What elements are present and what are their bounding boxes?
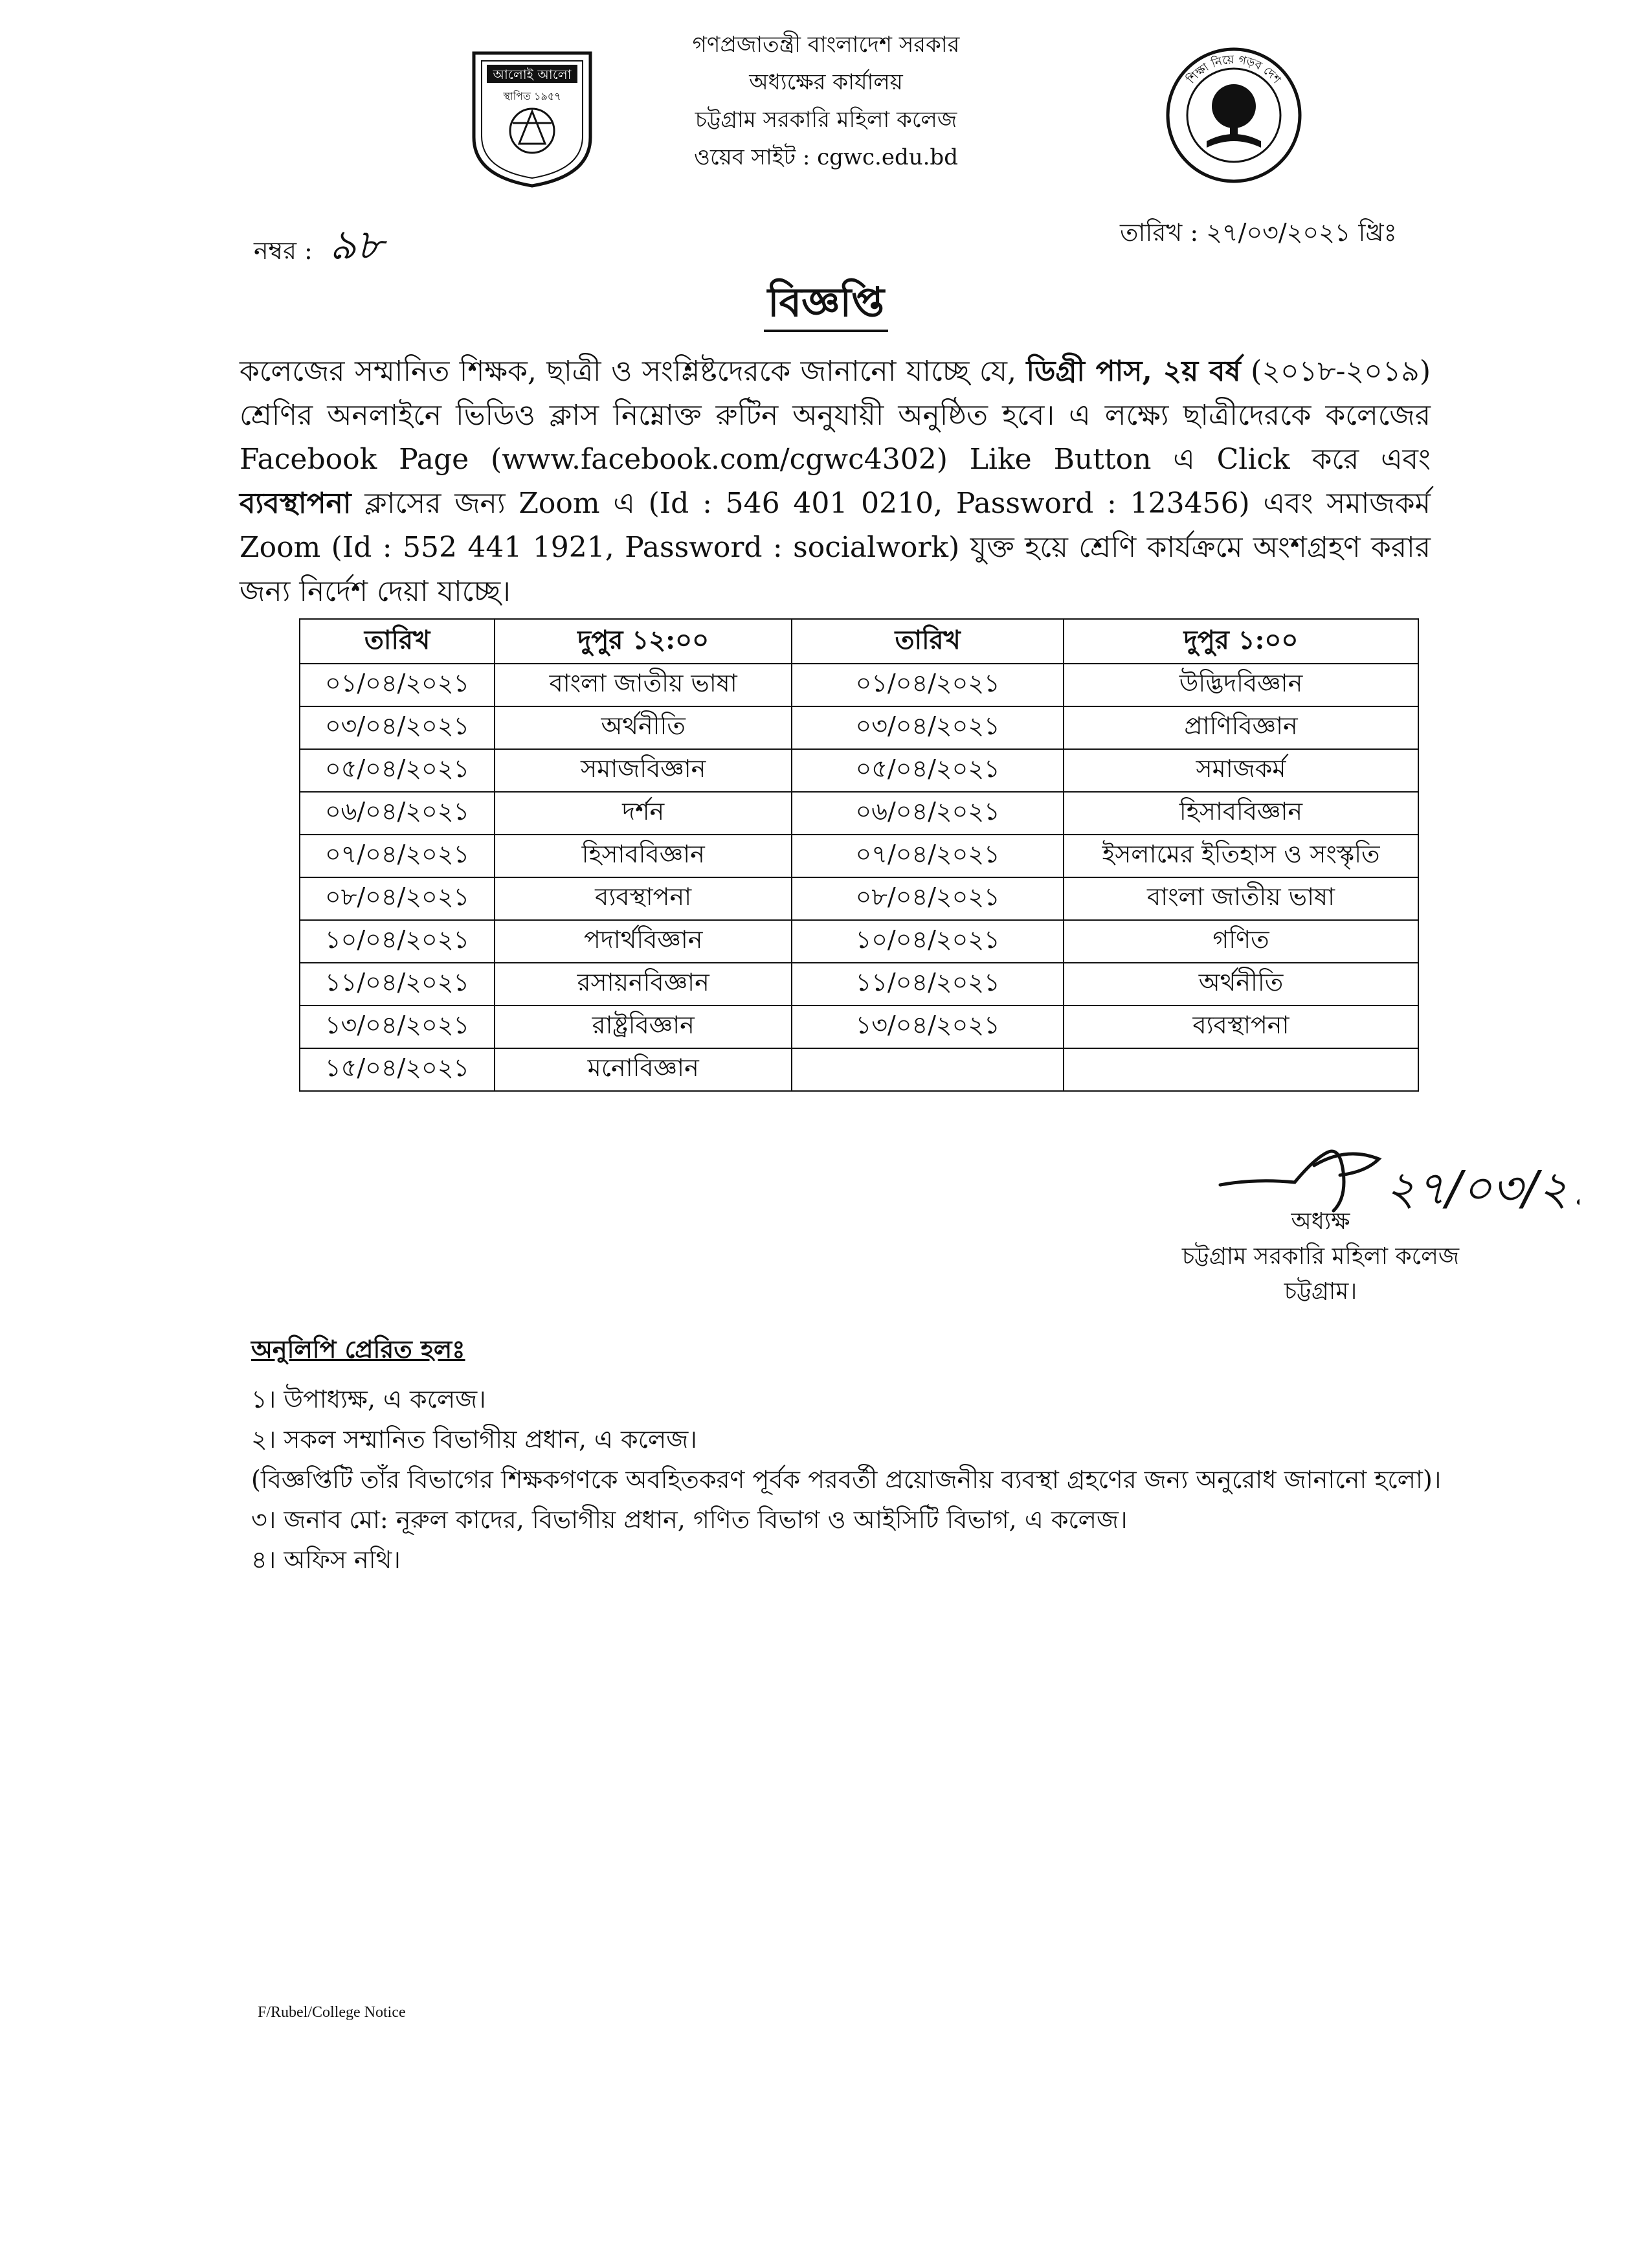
cell-date: ০৫/০৪/২০২১ <box>300 749 495 792</box>
header-date-2: তারিখ <box>792 619 1064 664</box>
notice-title: বিজ্ঞপ্তি <box>764 278 888 332</box>
signatory-org: চট্টগ্রাম সরকারি মহিলা কলেজ <box>1181 1243 1460 1270</box>
cell-date: ০৭/০৪/২০২১ <box>300 835 495 877</box>
table-row <box>300 706 1418 749</box>
office-header <box>0 26 1652 176</box>
list-item: ৩। জনাব মো: নূরুল কাদের, বিভাগীয় প্রধান, গণিত বিভাগ ও আইসিটি বিভাগ, এ কলেজ। <box>251 1505 1128 1534</box>
header-date-1: তারিখ <box>300 619 495 664</box>
cell-subject: মনোবিজ্ঞান <box>495 1048 792 1091</box>
table-row <box>300 835 1418 877</box>
notice-title-wrap <box>0 272 1652 339</box>
header-college: চট্টগ্রাম সরকারি মহিলা কলেজ <box>695 107 957 133</box>
signatory-block <box>1152 1204 1489 1309</box>
cell-subject: গণিত <box>1064 920 1418 963</box>
list-item: ১। উপাধ্যক্ষ, এ কলেজ। <box>251 1385 486 1413</box>
routine-header-row <box>300 619 1418 664</box>
list-item: ২। সকল সম্মানিত বিভাগীয় প্রধান, এ কলেজ। <box>251 1425 697 1454</box>
cell-subject: অর্থনীতি <box>495 706 792 749</box>
cell-date: ০১/০৪/২০২১ <box>300 664 495 706</box>
cell-date: ১৫/০৪/২০২১ <box>300 1048 495 1091</box>
cell-date: ১০/০৪/২০২১ <box>300 920 495 963</box>
signatory-city: চট্টগ্রাম। <box>1284 1278 1357 1305</box>
cc-list <box>251 1379 1481 1580</box>
cell-subject: হিসাববিজ্ঞান <box>495 835 792 877</box>
cell-subject: বাংলা জাতীয় ভাষা <box>495 664 792 706</box>
cell-date: ০৮/০৪/২০২১ <box>300 877 495 920</box>
list-item: (বিজ্ঞপ্তিটি তাঁর বিভাগের শিক্ষকগণকে অবহিতকরণ পূর্বক পরবর্তী প্রয়োজনীয় ব্যবস্থা গ্রহণের জন্য অনুরোধ জানানো হলো)। <box>251 1465 1442 1494</box>
cell-date: ০৮/০৪/২০২১ <box>792 877 1064 920</box>
cell-subject: অর্থনীতি <box>1064 963 1418 1006</box>
cell-date: ১৩/০৪/২০২১ <box>300 1006 495 1048</box>
notice-body-part3: ক্লাসের জন্য Zoom এ (Id : 546 401 0210, Password : 123456) এবং সমাজকর্ম Zoom (Id : 552 441 1921, Password : socialwork) যুক্ত হয়ে শ্রেণি কার্যক্রমে অংশগ্রহণ করার জন্য নির্দেশ দেয়া যাচ্ছে। <box>240 487 1431 608</box>
cell-date: ০৭/০৪/২০২১ <box>792 835 1064 877</box>
signatory-title: অধ্যক্ষ <box>1291 1208 1350 1235</box>
cell-date: ১০/০৪/২০২১ <box>792 920 1064 963</box>
notice-body <box>240 350 1431 614</box>
cell-date: ১১/০৪/২০২১ <box>792 963 1064 1006</box>
logo-established: স্থাপিত ১৯৫৭ <box>503 90 561 102</box>
cell-date: ০৬/০৪/২০২১ <box>792 792 1064 835</box>
cell-subject: রাষ্ট্রবিজ্ঞান <box>495 1006 792 1048</box>
routine-table <box>299 618 1419 1092</box>
cell-date: ০৬/০৪/২০২১ <box>300 792 495 835</box>
cell-subject: দর্শন <box>495 792 792 835</box>
table-row <box>300 920 1418 963</box>
college-logo <box>467 47 597 189</box>
cell-subject: বাংলা জাতীয় ভাষা <box>1064 877 1418 920</box>
cell-subject: হিসাববিজ্ঞান <box>1064 792 1418 835</box>
signature-date: ২৭/০৩/২১ <box>1385 1161 1579 1215</box>
logo-motto: আলোই আলো <box>493 67 572 82</box>
cell-subject: সমাজবিজ্ঞান <box>495 749 792 792</box>
cell-subject: ইসলামের ইতিহাস ও সংস্কৃতি <box>1064 835 1418 877</box>
header-noon: দুপুর ১২:০০ <box>495 619 792 664</box>
cell-subject <box>1064 1048 1418 1091</box>
notice-date: তারিখ : ২৭/০৩/২০২১ খ্রিঃ <box>1120 218 1397 247</box>
cell-date <box>792 1048 1064 1091</box>
cell-subject: প্রাণিবিজ্ঞান <box>1064 706 1418 749</box>
notice-number-value: ৯৮ <box>329 221 384 269</box>
cell-subject: রসায়নবিজ্ঞান <box>495 963 792 1006</box>
table-row <box>300 792 1418 835</box>
file-reference: F/Rubel/College Notice <box>258 2004 406 2021</box>
notice-body-part2: (২০১৮-২০১৯) শ্রেণির অনলাইনে ভিডিও ক্লাস নিম্নোক্ত রুটিন অনুযায়ী অনুষ্ঠিত হবে। এ লক্ষ্যে ছাত্রীদেরকে কলেজের Facebook Page (www.facebook.com/cgwc4302) Like Button এ Click করে এবং <box>240 355 1431 476</box>
notice-body-part1: কলেজের সম্মানিত শিক্ষক, ছাত্রী ও সংশ্লিষ্টদেরকে জানানো যাচ্ছে যে, <box>240 355 1027 388</box>
cc-title: অনুলিপি প্রেরিত হলঃ <box>251 1334 465 1364</box>
table-row <box>300 1006 1418 1048</box>
seal-motto: শিক্ষা নিয়ে গড়ব দেশ <box>1184 52 1284 87</box>
header-office: অধ্যক্ষের কার্যালয় <box>749 69 903 95</box>
list-item: ৪। অফিস নথি। <box>251 1546 401 1574</box>
table-row <box>300 664 1418 706</box>
cell-subject: সমাজকর্ম <box>1064 749 1418 792</box>
seal-logo <box>1163 44 1305 186</box>
table-row <box>300 877 1418 920</box>
cell-date: ০৫/০৪/২০২১ <box>792 749 1064 792</box>
cell-date: ১১/০৪/২০২১ <box>300 963 495 1006</box>
notice-body-subject: ব্যবস্থাপনা <box>240 487 352 520</box>
cell-subject: উদ্ভিদবিজ্ঞান <box>1064 664 1418 706</box>
header-government: গণপ্রজাতন্ত্রী বাংলাদেশ সরকার <box>692 32 960 58</box>
table-row <box>300 749 1418 792</box>
notice-body-class: ডিগ্রী পাস, ২য় বর্ষ <box>1026 355 1241 388</box>
cell-date: ০৩/০৪/২০২১ <box>792 706 1064 749</box>
table-row <box>300 1048 1418 1091</box>
cell-subject: ব্যবস্থাপনা <box>1064 1006 1418 1048</box>
notice-number-label: নম্বর : <box>254 236 313 265</box>
header-one-pm: দুপুর ১:০০ <box>1064 619 1418 664</box>
header-website: ওয়েব সাইট : cgwc.edu.bd <box>694 144 958 170</box>
cell-subject: পদার্থবিজ্ঞান <box>495 920 792 963</box>
cell-date: ০৩/০৪/২০২১ <box>300 706 495 749</box>
seal-emblem-icon <box>1163 44 1305 186</box>
cell-date: ১৩/০৪/২০২১ <box>792 1006 1064 1048</box>
cell-date: ০১/০৪/২০২১ <box>792 664 1064 706</box>
college-emblem-icon <box>467 47 597 189</box>
table-row <box>300 963 1418 1006</box>
cell-subject: ব্যবস্থাপনা <box>495 877 792 920</box>
